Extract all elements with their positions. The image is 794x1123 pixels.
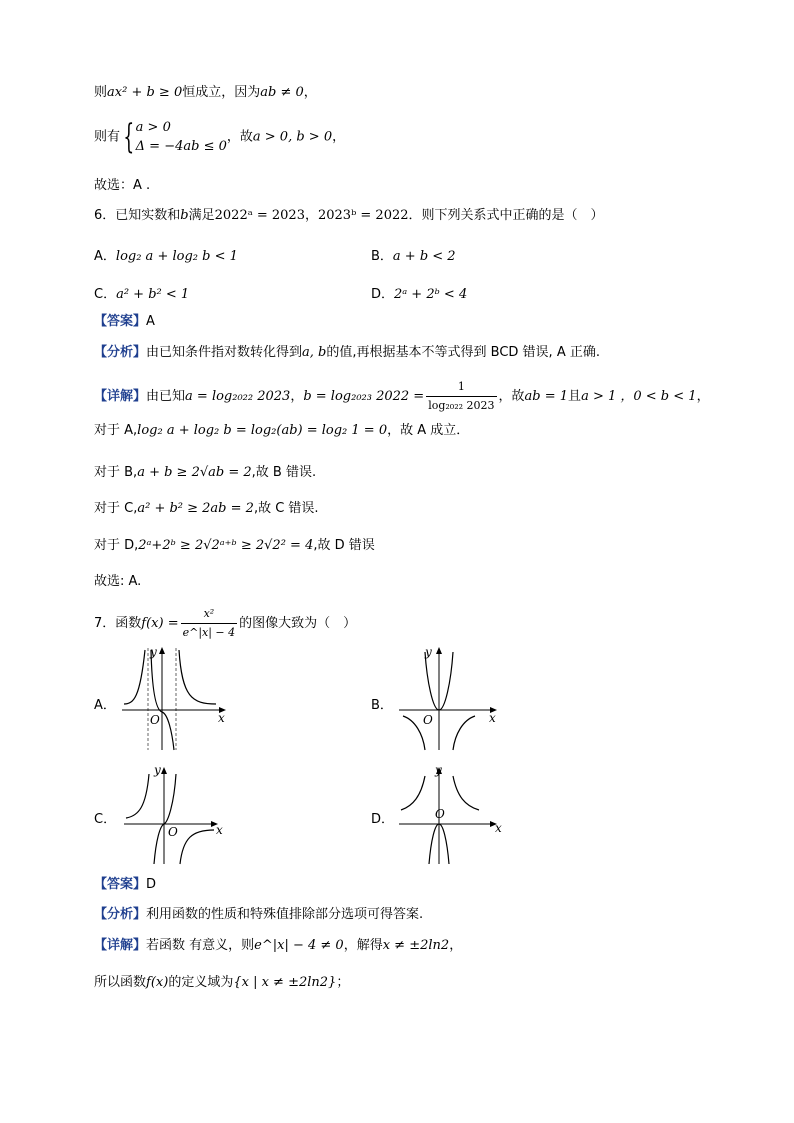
q6-for-d — [94, 537, 375, 555]
text: 所以函数 — [94, 975, 147, 990]
text: 对于 D, — [94, 538, 139, 553]
option-label: C． — [94, 287, 117, 302]
option-label: A． — [94, 249, 116, 264]
q7-detail — [94, 937, 462, 955]
detail-tag: 【详解】 — [94, 389, 147, 404]
text: 7．函数 — [94, 616, 142, 631]
math-expr: 2ᵃ+2ᵇ ≥ 2√2ᵃ⁺ᵇ ≥ 2√2² = 4 — [138, 538, 314, 553]
curve-branch — [180, 830, 214, 864]
math-expr: a > 0, b > 0 — [252, 129, 333, 145]
math-expr: a = log₂₀₂₂ 2023 — [185, 389, 291, 404]
q7-domain — [94, 974, 349, 992]
text: 的图像大致为（ ） — [239, 616, 357, 631]
q7-graph-c — [120, 760, 240, 870]
origin-label: O — [150, 713, 160, 727]
fraction-denominator: log₂₀₂₂ 2023 — [428, 399, 495, 412]
q7-graph-d — [395, 760, 515, 870]
text: ， — [332, 129, 346, 145]
fraction — [426, 378, 496, 415]
math-expr: ab = 1 — [524, 389, 569, 404]
x-label: x — [216, 823, 223, 837]
text: ,故 C 错误. — [253, 501, 319, 516]
text: 且 — [568, 389, 582, 404]
q7-answer — [94, 876, 156, 894]
fraction-denominator: e^|x| − 4 — [182, 626, 236, 639]
option-expr: a + b < 2 — [392, 249, 456, 264]
y-label: y — [435, 763, 442, 777]
math-expr: {x | x ≠ ±2ln2} — [233, 975, 337, 990]
text: ,故 B 错误. — [251, 465, 317, 480]
curve-branch — [124, 650, 145, 704]
q6-for-c — [94, 500, 319, 518]
q6-option-d — [371, 283, 467, 302]
x-label: x — [489, 711, 496, 725]
system-row: a > 0 — [135, 120, 171, 135]
text: ，故 — [226, 129, 253, 145]
math-expr: b = log₂₀₂₃ 2022 = — [303, 389, 425, 404]
q7-option-a-label: A． — [94, 698, 116, 713]
text: ．则下列关系式中正确的是（ ） — [408, 208, 604, 223]
text: 的定义域为 — [168, 975, 234, 990]
text: ， — [449, 938, 463, 953]
option-expr: 2ᵃ + 2ᵇ < 4 — [394, 287, 468, 302]
detail-tag: 【详解】 — [94, 938, 147, 953]
q6-option-a — [94, 245, 238, 264]
q6-stem — [94, 207, 604, 225]
text: ； — [336, 975, 350, 990]
curve-branch — [403, 716, 425, 750]
math-expr: x ≠ ±2ln2 — [382, 938, 450, 953]
q7-option-b-label: B． — [371, 698, 393, 713]
math-expr: a > 1 ，0 < b < 1 — [581, 389, 697, 404]
origin-label: O — [435, 807, 445, 821]
y-axis-arrow — [159, 647, 165, 654]
curve-branch — [179, 650, 216, 704]
q7-stem — [94, 605, 356, 642]
inequality-system — [136, 118, 227, 156]
text: 若函数 有意义，则 — [146, 938, 255, 953]
q6-option-b — [371, 245, 456, 264]
y-label: y — [154, 763, 161, 777]
q7-analysis — [94, 906, 423, 924]
x-label: x — [495, 821, 502, 835]
text: 6．已知实数和 — [94, 208, 181, 223]
origin-label: O — [168, 825, 178, 839]
y-axis-arrow — [436, 647, 442, 654]
q7-option-c-label: C． — [94, 812, 117, 827]
math-expr: ax² + b ≥ 0 — [107, 85, 183, 100]
q6-detail — [94, 378, 710, 415]
q7-option-d-label: D． — [371, 812, 395, 827]
system-row: Δ = −4ab ≤ 0 — [135, 139, 227, 154]
y-label: y — [425, 645, 432, 659]
text: 则 — [94, 85, 108, 100]
math-expr: 2023ᵇ = 2022 — [317, 208, 409, 223]
curve-branch — [126, 774, 149, 818]
text: 满足 — [188, 208, 215, 223]
option-expr: log₂ a + log₂ b < 1 — [115, 249, 238, 264]
q6-for-b — [94, 464, 316, 482]
text: ，故 — [498, 389, 525, 404]
text: ， — [290, 389, 304, 404]
text: ， — [696, 389, 710, 404]
math-var: b — [180, 208, 189, 223]
text: 利用函数的性质和特殊值排除部分选项可得答案. — [146, 907, 424, 922]
fraction-numerator: x² — [181, 605, 238, 624]
text: ，故 A 成立． — [387, 423, 470, 438]
text: 对于 B, — [94, 465, 138, 480]
math-expr: a² + b² ≥ 2ab = 2 — [137, 501, 254, 516]
answer-value: D — [146, 877, 157, 892]
text: 由已知 — [146, 389, 186, 404]
y-label: y — [150, 645, 157, 659]
text: 的值,再根据基本不等式得到 BCD 错误, A 正确. — [326, 345, 600, 360]
x-label: x — [218, 711, 225, 725]
fraction-numerator: 1 — [426, 378, 496, 397]
q6-analysis — [94, 344, 600, 362]
answer-tag: 【答案】 — [94, 314, 147, 329]
text: 对于 C, — [94, 501, 138, 516]
curve-branch — [154, 774, 176, 864]
q7-graph-a — [118, 642, 238, 754]
continuation-conclusion: 故选：A . — [94, 178, 151, 193]
text: 由已知条件指对数转化得到 — [146, 345, 303, 360]
text: ,故 D 错误 — [313, 538, 375, 553]
option-label: D． — [371, 287, 395, 302]
math-expr: a, b — [302, 345, 327, 360]
math-expr: ab ≠ 0 — [260, 85, 304, 100]
option-expr: a² + b² < 1 — [116, 287, 190, 302]
answer-value: A — [146, 314, 155, 329]
text: ， — [303, 85, 317, 100]
math-expr: f(x) — [146, 975, 169, 990]
text: ， — [304, 208, 318, 223]
q6-answer — [94, 313, 155, 331]
answer-tag: 【答案】 — [94, 877, 147, 892]
curve-branch — [453, 776, 479, 810]
math-expr: 2022ᵃ = 2023 — [214, 208, 305, 223]
text: 对于 A, — [94, 423, 138, 438]
math-expr: a + b ≥ 2√ab = 2 — [137, 465, 252, 480]
continuation-line-2 — [94, 118, 345, 156]
q6-conclusion: 故选: A. — [94, 574, 142, 589]
curve-branch — [453, 716, 475, 750]
fraction — [181, 605, 238, 642]
analysis-tag: 【分析】 — [94, 345, 147, 360]
y-axis-arrow — [161, 767, 167, 774]
analysis-tag: 【分析】 — [94, 907, 147, 922]
option-label: B． — [371, 249, 393, 264]
math-expr: f(x) = — [141, 616, 179, 631]
brace-symbol: { — [123, 117, 135, 157]
curve-branch — [401, 776, 425, 810]
math-expr: e^|x| − 4 ≠ 0 — [254, 938, 344, 953]
origin-label: O — [423, 713, 433, 727]
text: 则有 — [94, 129, 121, 145]
q7-graph-b — [395, 642, 515, 754]
continuation-line-1 — [94, 84, 317, 102]
text: ，解得 — [343, 938, 383, 953]
q6-option-c — [94, 283, 189, 302]
text: 恒成立，因为 — [182, 85, 261, 100]
math-expr: log₂ a + log₂ b = log₂(ab) = log₂ 1 = 0 — [137, 423, 388, 438]
q6-for-a — [94, 422, 469, 440]
